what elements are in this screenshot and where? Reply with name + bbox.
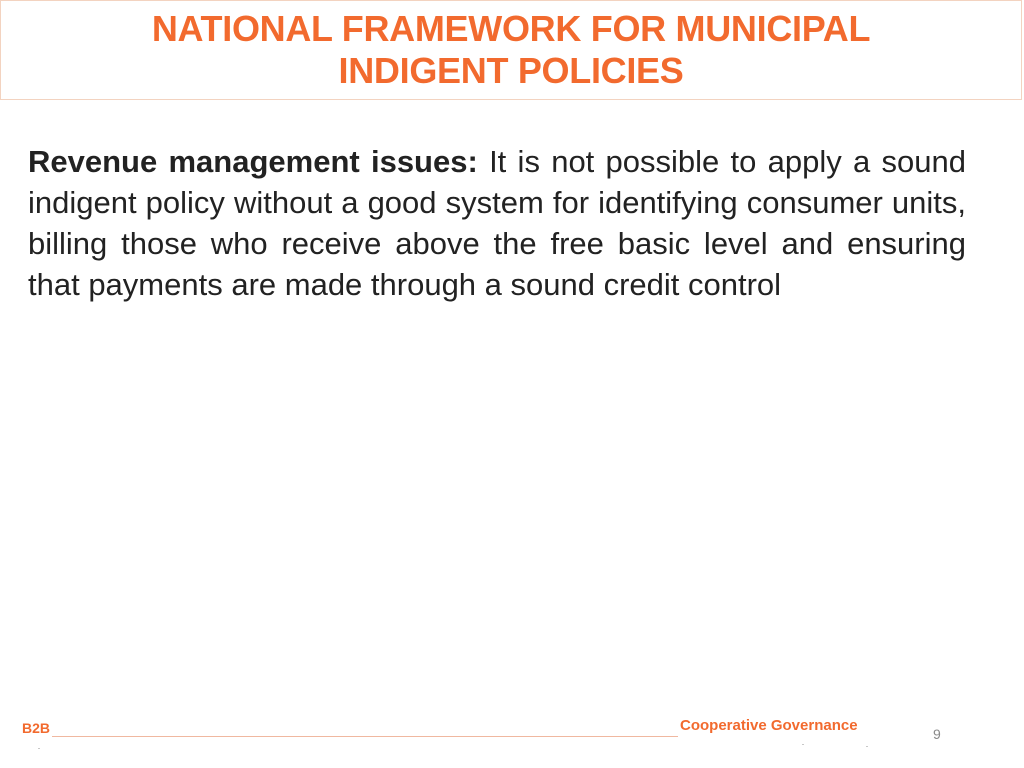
title-box xyxy=(0,0,1022,100)
body-text: It is not possible to apply a sound indigent policy without a good system for identifying consumer units, billing those who receive above the free basic level and ensuring that payments are made through a sound credit control xyxy=(28,144,967,302)
footer xyxy=(0,700,1024,768)
footer-b2b-label: B2B xyxy=(22,720,51,736)
decorative-dot xyxy=(38,748,40,749)
page-title-line-2: INDIGENT POLICIES xyxy=(338,50,684,91)
footer-brand: Cooperative Governance xyxy=(680,717,858,734)
page-number: 9 xyxy=(933,726,941,742)
decorative-dot xyxy=(866,746,868,747)
page-title-line-1: NATIONAL FRAMEWORK FOR MUNICIPAL xyxy=(151,8,871,49)
decorative-dot xyxy=(802,744,804,745)
body-lead: Revenue management issues: xyxy=(28,144,478,179)
footer-divider xyxy=(52,736,678,737)
body-paragraph xyxy=(28,141,966,305)
